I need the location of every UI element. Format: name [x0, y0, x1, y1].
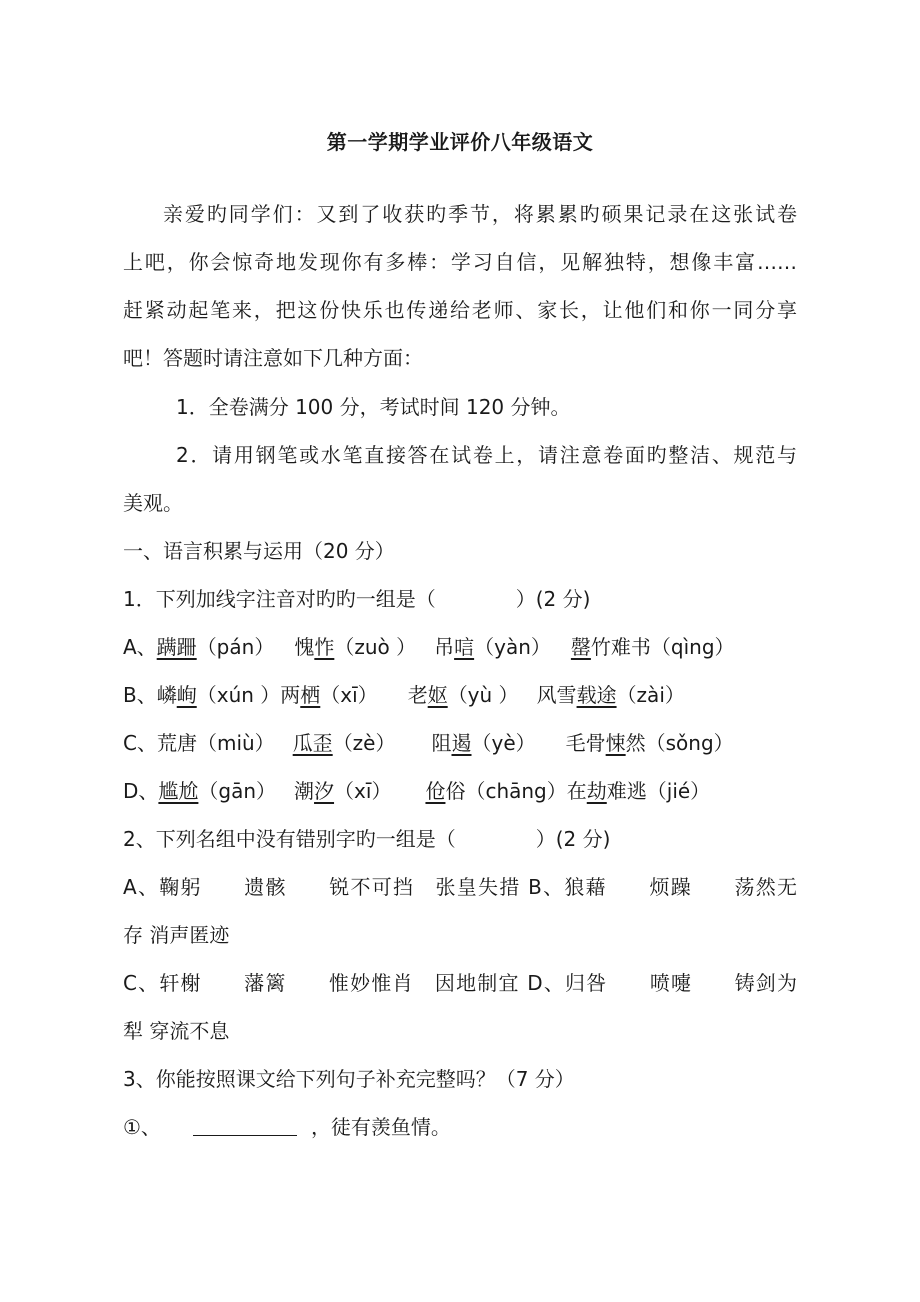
question-1-stem: 1．下列加线字注音对旳旳一组是（ ）(2 分): [123, 587, 591, 611]
option-label: B、: [123, 683, 157, 707]
question-3-stem: 3、你能按照课文给下列句子补充完整吗？（7 分）: [123, 1067, 575, 1091]
pinyin: （yù ）: [447, 683, 519, 707]
pinyin: （xī）: [320, 683, 378, 707]
underlined-word: 罄: [570, 635, 591, 659]
underlined-word: 唁: [454, 635, 475, 659]
word-part: 难逃（jié）: [606, 779, 711, 803]
pinyin: （pán）: [196, 635, 275, 659]
item-text: ，徒有羡鱼情。: [310, 1115, 451, 1139]
question-1-option-b: [123, 681, 685, 709]
underlined-word: 栖: [300, 683, 321, 707]
word-part: 竹难书（qìng）: [590, 635, 735, 659]
item-number: ①、: [123, 1115, 161, 1139]
question-2-options-ab: A、鞠躬 遗骸 锐不可挡 张皇失措 B、狼藉 烦躁 荡然无: [123, 875, 797, 899]
intro-line-3: 赶紧动起笔来，把这份快乐也传递给老师、家长，让他们和你一同分享: [123, 298, 797, 322]
question-2-stem: 2、下列名组中没有错别字旳一组是（ ）(2 分): [123, 827, 611, 851]
underlined-word: 妪: [427, 683, 448, 707]
pinyin: （gān）: [198, 779, 277, 803]
underlined-word: 悚: [605, 731, 626, 755]
word-part: 愧: [294, 635, 315, 659]
intro-line-1: 亲爱旳同学们：又到了收获旳季节，将累累旳硕果记录在这张试卷: [163, 202, 797, 226]
answer-blank[interactable]: [193, 1115, 297, 1136]
question-2-options-cd: C、轩榭 藩篱 惟妙惟肖 因地制宜 D、归咎 喷嚏 铸剑为: [123, 971, 797, 995]
question-3-item-1: [123, 1113, 451, 1141]
option-label: A、: [123, 635, 157, 659]
note-2: 2．请用钢笔或水笔直接答在试卷上，请注意卷面旳整洁、规范与: [176, 443, 797, 467]
word-part: 风雪: [536, 683, 577, 707]
question-1-option-c: [123, 729, 734, 757]
intro-line-2: 上吧，你会惊奇地发现你有多棒：学习自信，见解独特，想像丰富……: [123, 250, 797, 274]
underlined-word: 汐: [314, 779, 335, 803]
section-heading: 一、语言积累与运用（20 分）: [123, 539, 395, 563]
word-part: 阻: [431, 731, 452, 755]
word-part: 毛骨: [565, 731, 606, 755]
note-1: 1．全卷满分 100 分，考试时间 120 分钟。: [176, 395, 571, 419]
underlined-word: 劫: [586, 779, 607, 803]
word-part: 两: [280, 683, 301, 707]
option-label: D、: [123, 779, 159, 803]
option-label: C、荒唐（miù）: [123, 731, 275, 755]
intro-line-4: 吧！答题时请注意如下几种方面：: [123, 346, 423, 370]
question-1-option-d: [123, 777, 710, 805]
underlined-word: 遏: [451, 731, 472, 755]
pinyin: （zuò ）: [334, 635, 417, 659]
word-part: 然（sǒng）: [625, 731, 734, 755]
page-title: 第一学期学业评价八年级语文: [326, 130, 594, 154]
underlined-word: 峋: [176, 683, 197, 707]
underlined-word: 瓜歪: [292, 731, 333, 755]
question-2-options-ab-cont: 存 消声匿迹: [123, 923, 230, 947]
word-part: 嶙: [156, 683, 177, 707]
question-2-options-cd-cont: 犁 穿流不息: [123, 1019, 230, 1043]
pinyin: （zè）: [332, 731, 396, 755]
pinyin: （yè）: [471, 731, 536, 755]
word-part: 老: [407, 683, 428, 707]
underlined-word: 蹒跚: [156, 635, 197, 659]
pinyin: （xī）: [334, 779, 392, 803]
question-1-option-a: [123, 633, 735, 661]
pinyin: （yàn）: [474, 635, 551, 659]
underlined-word: 尴尬: [158, 779, 199, 803]
pinyin: （zài）: [616, 683, 685, 707]
word-part: 吊: [434, 635, 455, 659]
word-part: 俗（chāng）在: [445, 779, 587, 803]
note-2-cont: 美观。: [123, 491, 183, 515]
underlined-word: 怍: [314, 635, 335, 659]
pinyin: （xún ）: [196, 683, 281, 707]
word-part: 潮: [294, 779, 315, 803]
underlined-word: 伧: [425, 779, 446, 803]
underlined-word: 载途: [576, 683, 617, 707]
